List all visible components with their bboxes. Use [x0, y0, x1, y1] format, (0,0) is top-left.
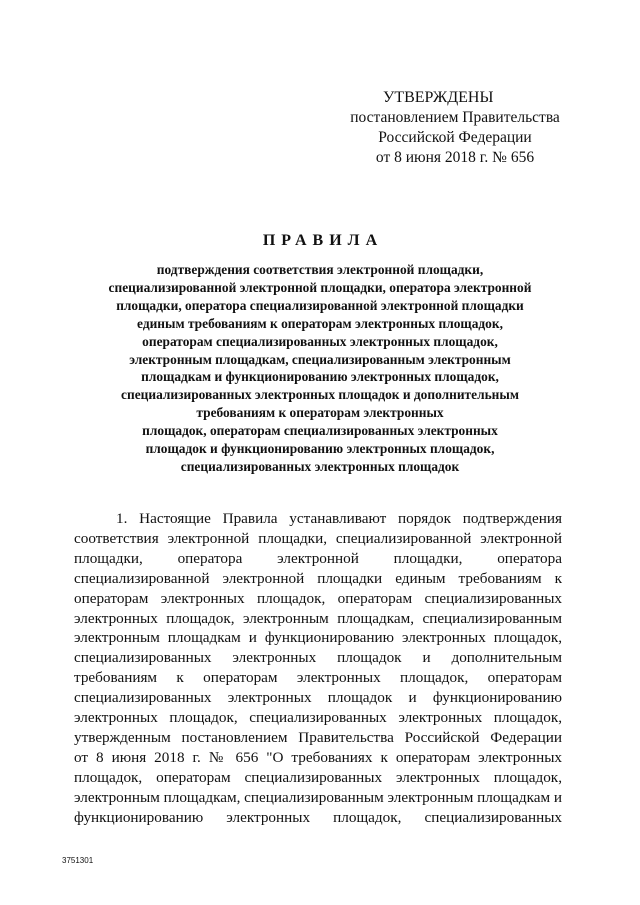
paragraph-1	[74, 509, 562, 828]
subtitle-line: площадкам и функционированию электронных площадок,	[141, 369, 499, 385]
paragraph-line: функционированию электронных площадок, специализированных	[74, 808, 562, 826]
document-title: ПРАВИЛА	[262, 232, 384, 249]
subtitle-line: единым требованиям к операторам электронных площадок,	[137, 315, 503, 331]
document-subtitle	[60, 261, 580, 476]
approval-line-3: от 8 июня 2018 г. № 656	[375, 149, 535, 166]
paragraph-line: 1. Настоящие Правила устанавливают порядок подтверждения	[116, 510, 562, 527]
paragraph-line: операторам электронных площадок, операторам специализированных	[74, 589, 562, 607]
subtitle-line: электронным площадкам, специализированным электронным	[129, 351, 511, 367]
paragraph-line: соответствия электронной площадки, специализированной электронной	[74, 529, 562, 547]
subtitle-line: специализированной электронной площадки, оператора электронной	[108, 279, 532, 295]
paragraph-line: электронных площадок, специализированных электронных площадок,	[74, 709, 562, 727]
paragraph-line: специализированных электронных площадок и функционированию	[74, 689, 562, 707]
paragraph-line: электронным площадкам и функционированию электронных площадок,	[74, 629, 562, 647]
paragraph-line: электронным площадкам, специализированным электронным площадкам и	[74, 788, 563, 806]
subtitle-line: площадок и функционированию электронных площадок,	[145, 441, 495, 457]
subtitle-line: площадки, оператора специализированной электронной площадки	[116, 297, 524, 313]
paragraph-line: от 8 июня 2018 г. № 656 "О требованиях к операторам электронных	[74, 748, 562, 766]
subtitle-line: площадок, операторам специализированных электронных	[142, 423, 498, 439]
paragraph-line: утвержденным постановлением Правительства Российской Федерации	[74, 728, 562, 746]
approval-line-1: постановлением Правительства	[350, 109, 560, 126]
approval-block	[330, 88, 580, 168]
paragraph-line: специализированных электронных площадок и дополнительным	[74, 649, 562, 667]
approval-line-2: Российской Федерации	[378, 129, 532, 146]
paragraph-line: площадок, операторам специализированных электронных площадок,	[74, 768, 562, 786]
subtitle-line: специализированных электронных площадок и дополнительным	[121, 387, 519, 403]
paragraph-line: требованиям к операторам электронных площадок, операторам	[74, 669, 562, 687]
subtitle-line: подтверждения соответствия электронной площадки,	[156, 262, 484, 277]
paragraph-line: площадки, оператора электронной площадки, оператора	[74, 549, 562, 567]
approval-heading: УТВЕРЖДЕНЫ	[383, 89, 494, 106]
document-code: 3751301	[62, 856, 94, 865]
subtitle-line: специализированных электронных площадок	[180, 458, 460, 474]
subtitle-line: операторам специализированных электронных площадок,	[142, 333, 498, 349]
paragraph-line: электронных площадок, электронным площадкам, специализированным	[74, 609, 562, 627]
paragraph-line: специализированной электронной площадки единым требованиям к	[74, 569, 562, 587]
subtitle-line: требованиям к операторам электронных	[196, 405, 444, 421]
